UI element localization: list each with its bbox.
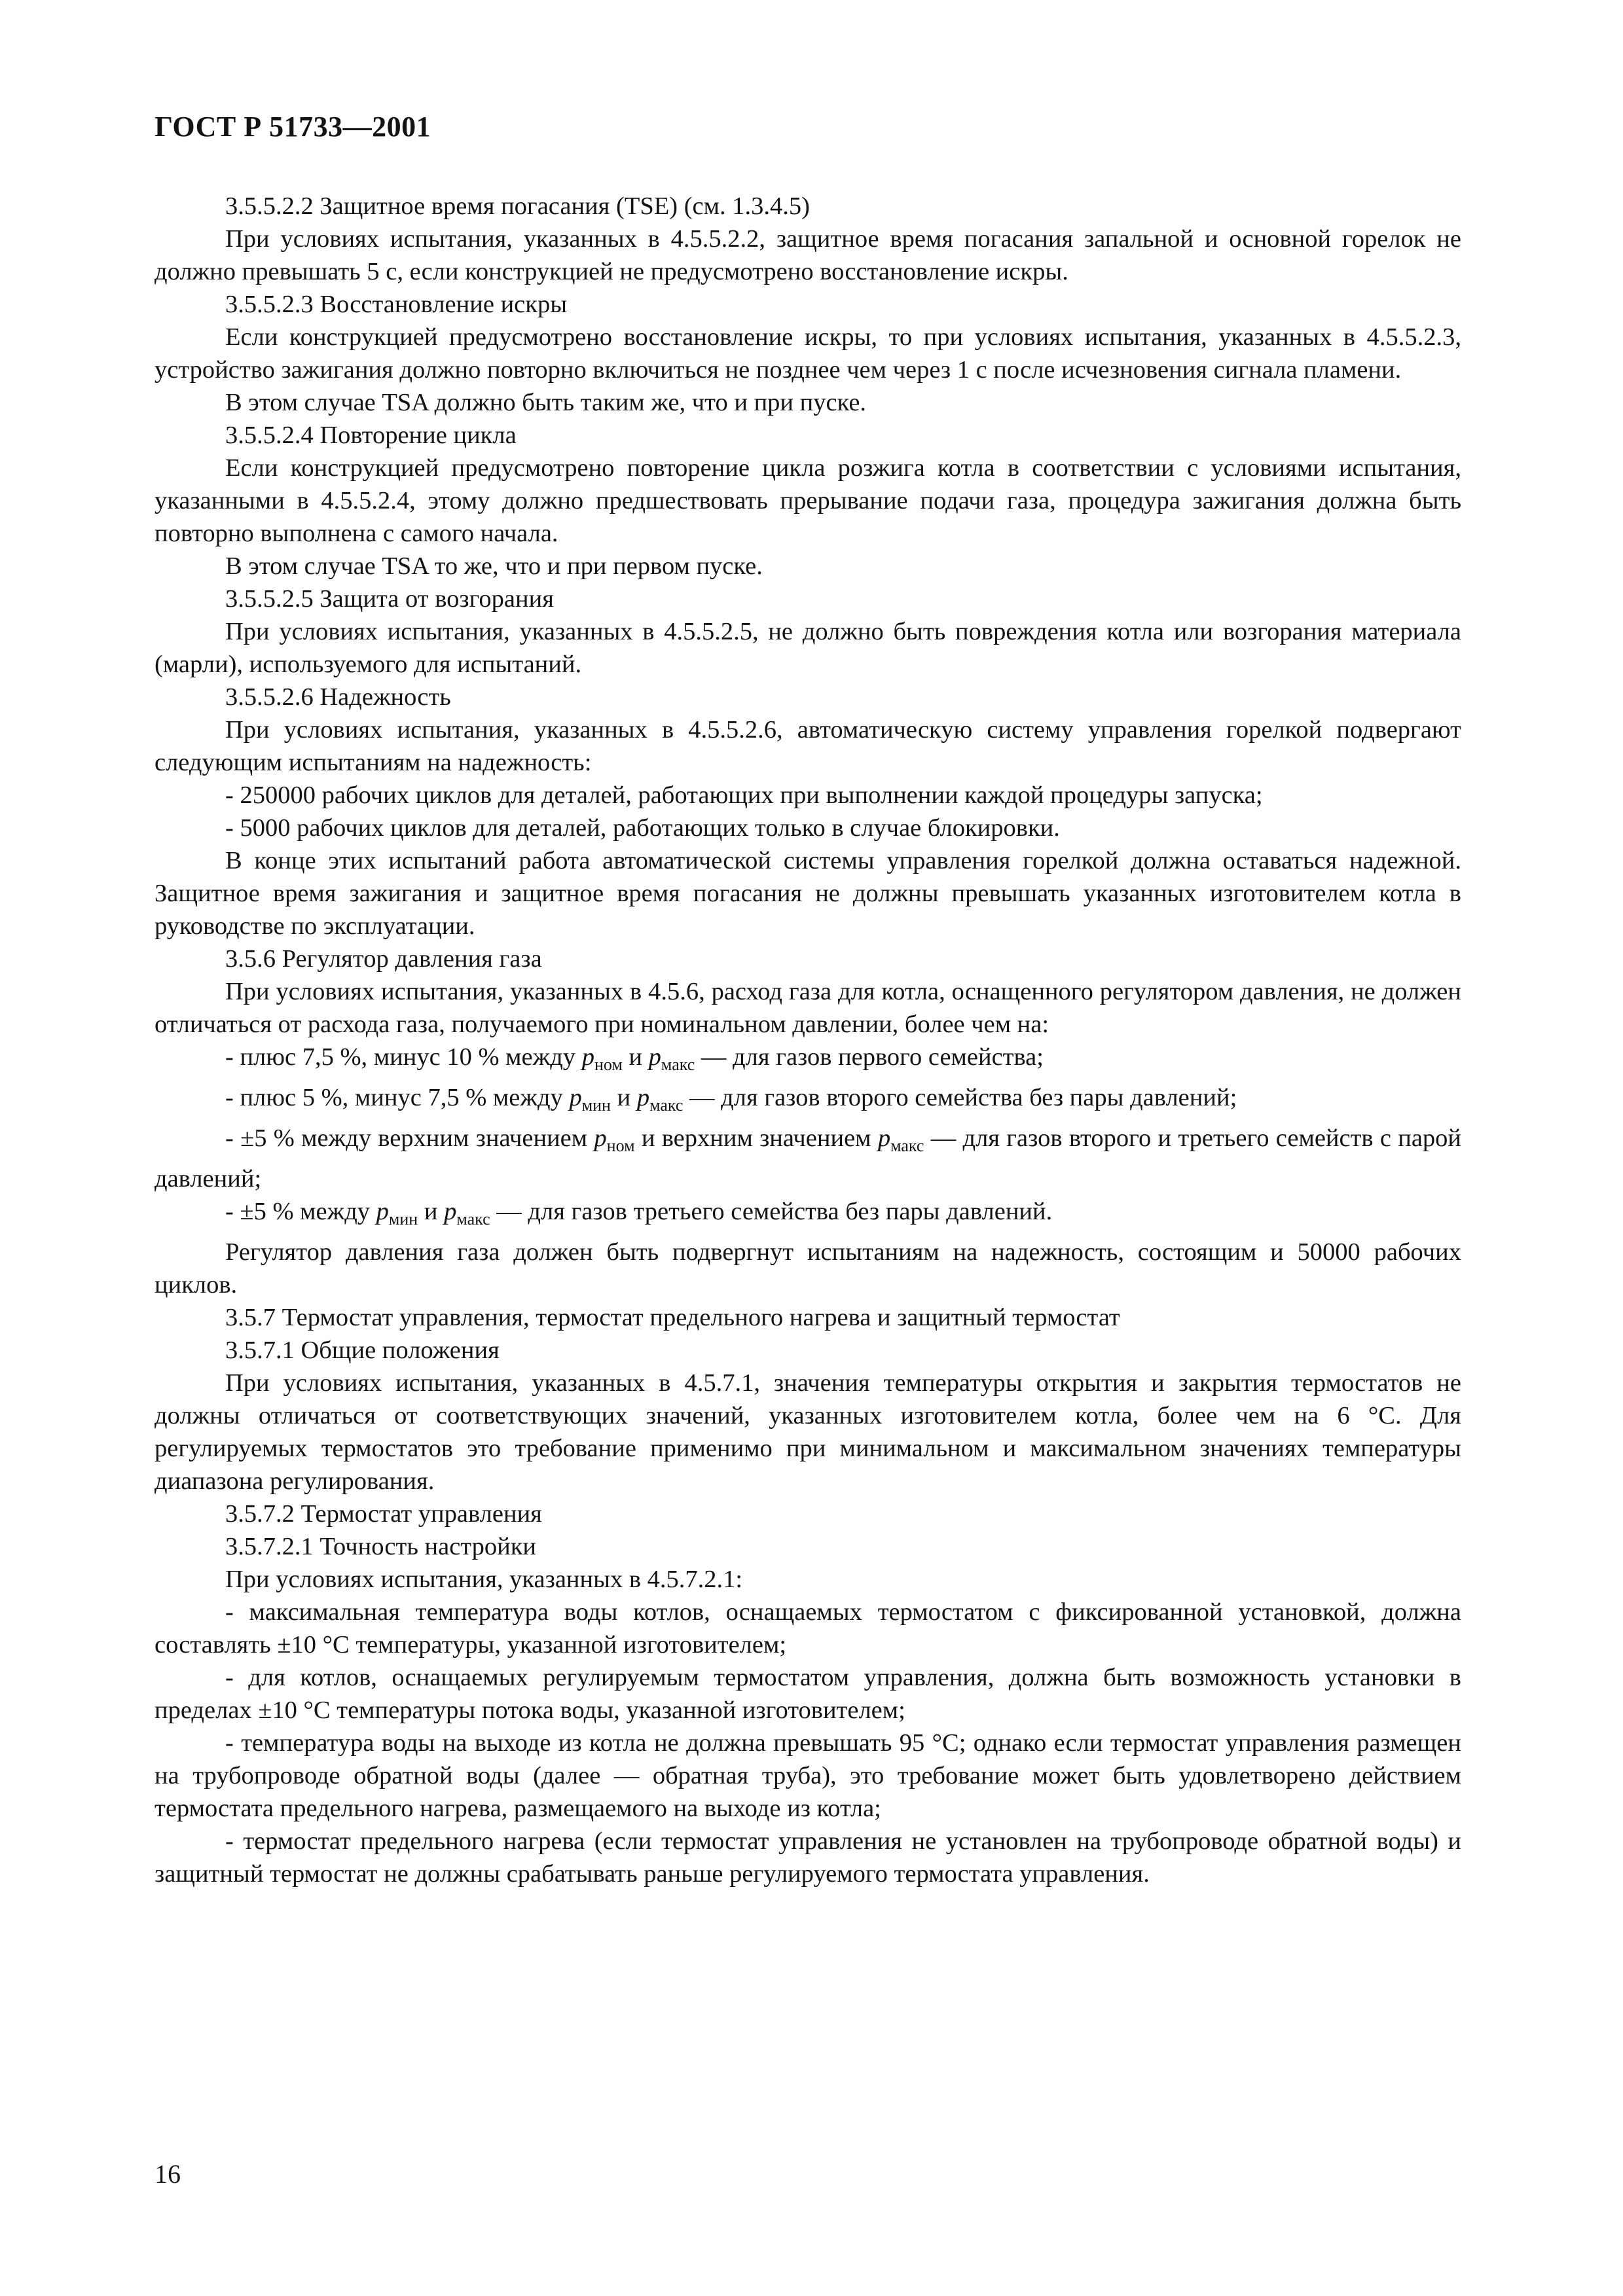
pressure-symbol: p: [636, 1084, 650, 1111]
list-item: - температура воды на выходе из котла не должна превышать 95 °С; однако если термостат управления размещен на трубопроводе обратной воды (далее — обратная труба), это требование может быть удовлетворено действием термостата предельного нагрева, размещаемого на выходе из котла;: [155, 1729, 1461, 1822]
pressure-subscript: ном: [594, 1055, 623, 1074]
pressure-symbol: p: [648, 1043, 661, 1071]
pressure-subscript: ном: [606, 1136, 635, 1155]
pressure-symbol: p: [569, 1084, 582, 1111]
paragraph: При условиях испытания, указанных в 4.5.7.1, значения температуры открытия и закрытия термостатов не должны отличаться от соответствующих значений, указанных изготовителем котла, более чем на 6 °С. Для регулируемых термостатов это требование применимо при минимальном и максимальном значениях температуры диапазона регулирования.: [155, 1369, 1461, 1495]
section-heading: 3.5.5.2.4 Повторение цикла: [225, 422, 517, 449]
document-body: [155, 190, 1461, 1890]
list-item: - для котлов, оснащаемых регулируемым термостатом управления, должна быть возможность установки в пределах ±10 °С температуры потока воды, указанной изготовителем;: [155, 1664, 1461, 1724]
paragraph: При условиях испытания, указанных в 4.5.7.2.1:: [225, 1566, 743, 1593]
pressure-subscript: мин: [581, 1096, 611, 1115]
list-item: - 5000 рабочих циклов для деталей, работающих только в случае блокировки.: [225, 814, 1060, 842]
paragraph: В этом случае TSA то же, что и при первом пуске.: [225, 552, 763, 580]
paragraph: В этом случае TSA должно быть таким же, что и при пуске.: [225, 389, 867, 416]
list-item: - максимальная температура воды котлов, оснащаемых термостатом с фиксированной установкой, должна составлять ±10 °С температуры, указанной изготовителем;: [155, 1598, 1461, 1659]
section-heading: 3.5.5.2.5 Защита от возгорания: [225, 585, 554, 613]
pressure-subscript: макс: [649, 1096, 684, 1115]
paragraph: При условиях испытания, указанных в 4.5.6, расход газа для котла, оснащенного регулятором давления, не должен отличаться от расхода газа, получаемого при номинальном давлении, более чем на:: [155, 978, 1461, 1038]
section-heading: 3.5.7.2 Термостат управления: [225, 1500, 542, 1528]
list-item: - ±5 % между $p_{мин}$ и $p_{макс}$ — для газов третьего семейства без пары давлений.: [225, 1198, 1053, 1229]
paragraph: Если конструкцией предусмотрено восстановление искры, то при условиях испытания, указанных в 4.5.5.2.3, устройство зажигания должно повторно включиться не позднее чем через 1 с после исчезновения сигнала пламени.: [155, 323, 1461, 384]
section-heading: 3.5.5.2.2 Защитное время погасания (TSE) (см. 1.3.4.5): [225, 192, 810, 220]
paragraph: При условиях испытания, указанных в 4.5.5.2.5, не должно быть повреждения котла или возгорания материала (марли), используемого для испытаний.: [155, 618, 1461, 678]
list-item: - плюс 7,5 %, минус 10 % между $p_{ном}$ и $p_{макс}$ — для газов первого семейства;: [225, 1043, 1044, 1074]
paragraph: При условиях испытания, указанных в 4.5.5.2.2, защитное время погасания запальной и основной горелок не должно превышать 5 с, если конструкцией не предусмотрено восстановление искры.: [155, 225, 1461, 285]
pressure-symbol: p: [594, 1124, 607, 1152]
pressure-subscript: макс: [890, 1136, 924, 1155]
list-item: - ±5 % между верхним значением $p_{ном}$ и верхним значением $p_{макс}$ — для газов второго и третьего семейств с парой давлений;: [155, 1124, 1462, 1193]
paragraph: При условиях испытания, указанных в 4.5.5.2.6, автоматическую систему управления горелкой подвергают следующим испытаниям на надежность:: [155, 716, 1461, 776]
pressure-subscript: мин: [388, 1210, 418, 1229]
section-heading: 3.5.5.2.6 Надежность: [225, 683, 451, 711]
page-number: 16: [155, 2159, 181, 2189]
section-heading: 3.5.6 Регулятор давления газа: [225, 945, 542, 973]
section-heading: 3.5.7.2.1 Точность настройки: [225, 1533, 537, 1560]
section-heading: 3.5.7.1 Общие положения: [225, 1336, 500, 1364]
paragraph: Если конструкцией предусмотрено повторение цикла розжига котла в соответствии с условиями испытания, указанными в 4.5.5.2.4, этому должно предшествовать прерывание подачи газа, процедура зажигания должна быть повторно выполнена с самого начала.: [155, 454, 1461, 547]
paragraph: В конце этих испытаний работа автоматической системы управления горелкой должна оставаться надежной. Защитное время зажигания и защитное время погасания не должны превышать указанных изготовителем котла в руководстве по эксплуатации.: [155, 847, 1461, 940]
pressure-symbol: p: [581, 1043, 594, 1071]
pressure-symbol: p: [444, 1198, 457, 1225]
pressure-subscript: макс: [661, 1055, 695, 1074]
pressure-subscript: макс: [456, 1210, 490, 1229]
list-item: - плюс 5 %, минус 7,5 % между $p_{мин}$ и $p_{макс}$ — для газов второго семейства без пары давлений;: [225, 1084, 1237, 1115]
standard-header: ГОСТ Р 51733—2001: [155, 111, 431, 143]
list-item: - 250000 рабочих циклов для деталей, работающих при выполнении каждой процедуры запуска;: [225, 781, 1263, 809]
pressure-symbol: p: [376, 1198, 389, 1225]
section-heading: 3.5.7 Термостат управления, термостат предельного нагрева и защитный термостат: [225, 1304, 1120, 1331]
list-item: - термостат предельного нагрева (если термостат управления не установлен на трубопроводе обратной воды) и защитный термостат не должны срабатывать раньше регулируемого термостата управления.: [155, 1827, 1461, 1888]
paragraph: Регулятор давления газа должен быть подвергнут испытаниям на надежность, состоящим и 50000 рабочих циклов.: [155, 1238, 1461, 1299]
pressure-symbol: p: [877, 1124, 891, 1152]
section-heading: 3.5.5.2.3 Восстановление искры: [225, 291, 568, 318]
